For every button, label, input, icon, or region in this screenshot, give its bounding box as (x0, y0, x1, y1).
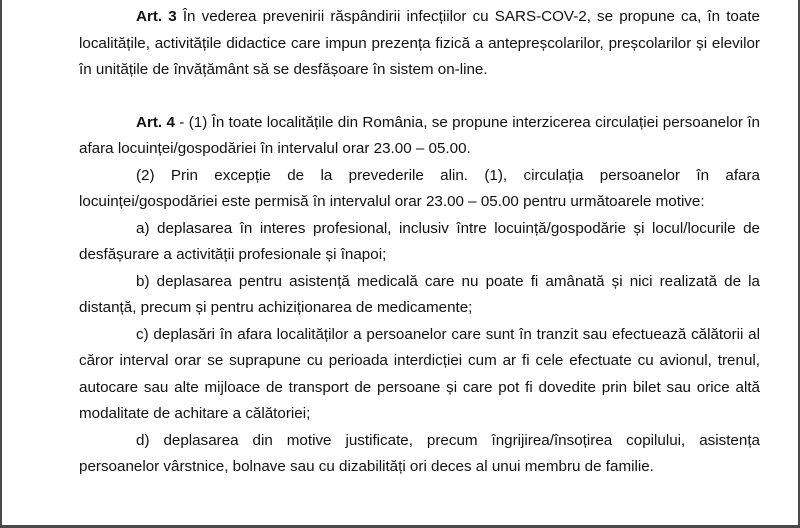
paragraph-gap (79, 84, 760, 110)
document-body (79, 4, 760, 481)
article-3-text: În vederea prevenirii răspândirii infecțiilor cu SARS-COV-2, se propune ca, în toate localitățile, activitățile didactice care impun prezența fizică a antepreșcolarilor, preșcolarilor și elevilor în unitățile de învățământ să se desfășoare în sistem on-line. (79, 8, 760, 78)
list-item-b: b) deplasarea pentru asistență medicală care nu poate fi amânată și nici realizată de la distanță, precum și pentru achiziționarea de medicamente; (79, 272, 760, 316)
article-3-label: Art. 3 (136, 8, 177, 25)
article-4-paragraph-1 (79, 110, 760, 163)
list-item-c: c) deplasări în afara localităților a persoanelor care sunt în tranzit sau efectuează călătorii al căror interval orar se suprapune cu perioada interdicției cum ar fi cele efectuate cu avionul, trenul, autocare sau alte mijloace de transport de persoane și care pot fi dovedite prin bilet sau orice altă modalitate de achitare a călătoriei; (79, 325, 760, 422)
article-3 (79, 4, 760, 84)
article-4-para-1-text: - (1) În toate localitățile din România, se propune interzicerea circulației persoanelor în afara locuinței/gospodăriei în intervalul orar 23.00 – 05.00. (79, 113, 760, 157)
article-4-paragraph-2: (2) Prin excepție de la prevederile alin. (1), circulația persoanelor în afara locuinței/gospodăriei este permisă în intervalul orar 23.00 – 05.00 pentru următoarele motive: (79, 166, 760, 210)
list-item-d: d) deplasarea din motive justificate, precum îngrijirea/însoțirea copilului, asistența persoanelor vârstnice, bolnave sau cu dizabilități ori deces al unui membru de familie. (79, 431, 760, 475)
article-4-label: Art. 4 (136, 113, 175, 131)
left-border (0, 0, 2, 528)
list-item-a: a) deplasarea în interes profesional, inclusiv între locuință/gospodărie și locul/locurile de desfășurare a activității profesionale și înapoi; (79, 219, 760, 263)
